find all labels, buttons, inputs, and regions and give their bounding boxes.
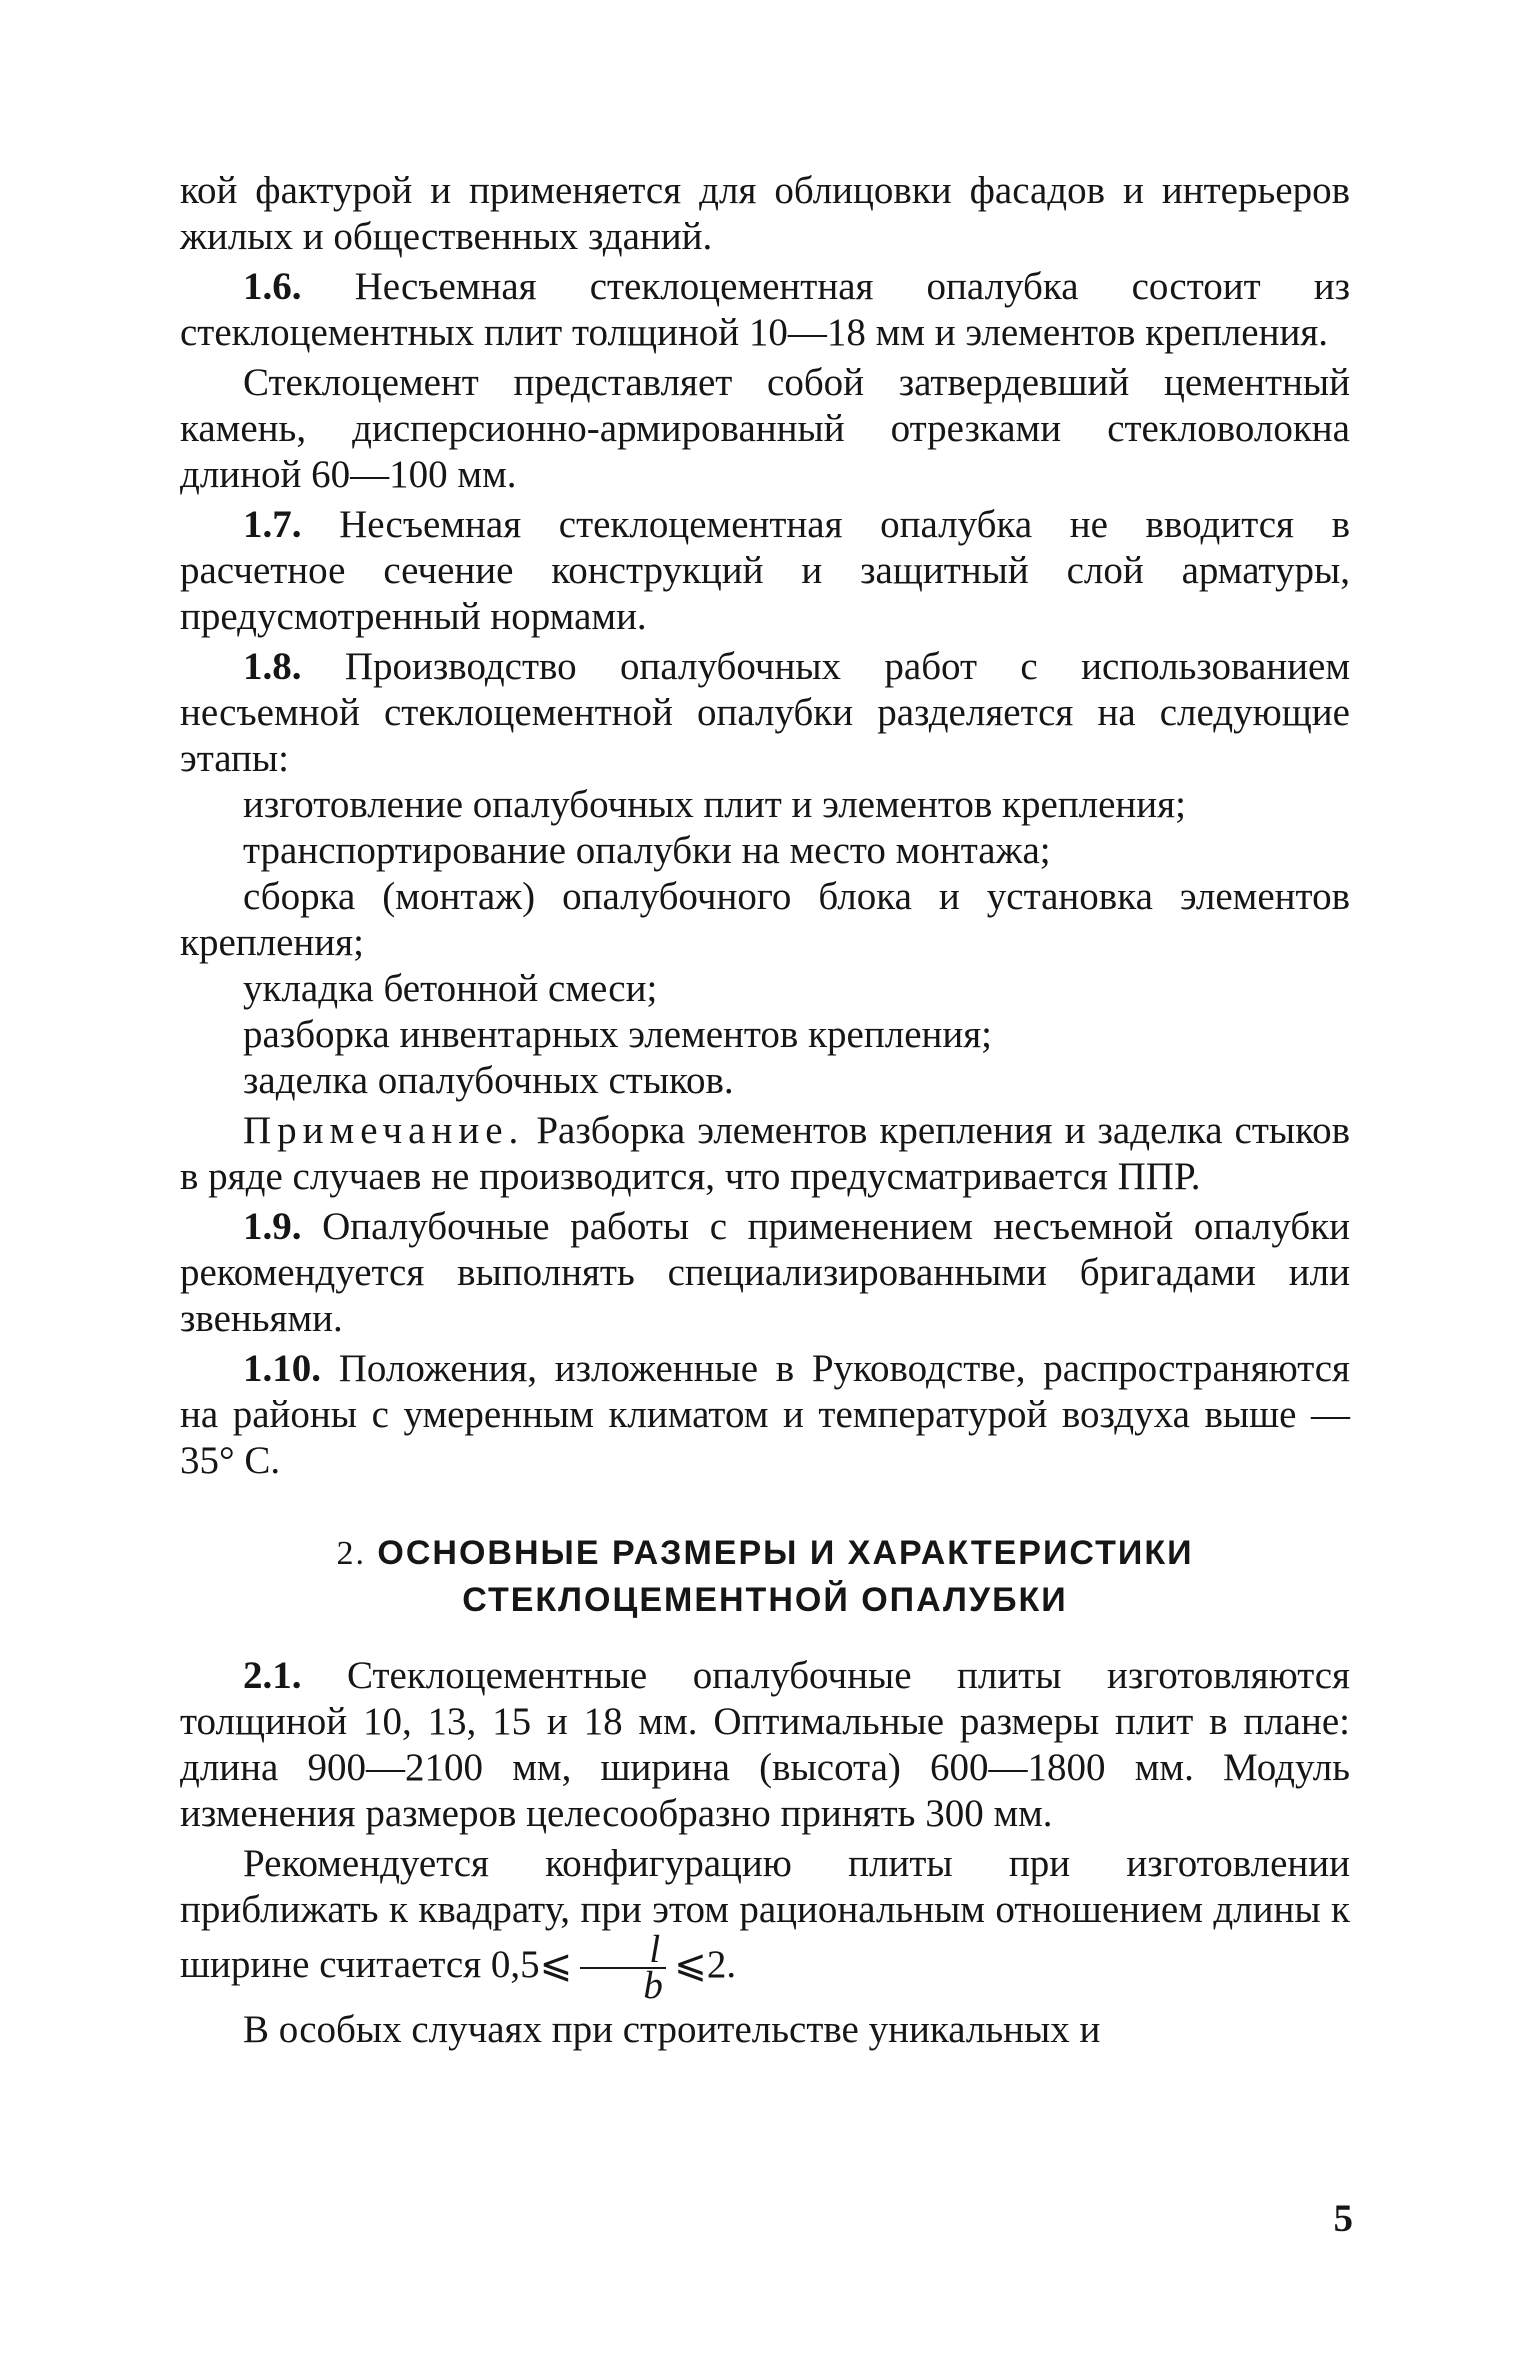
stages-list [180, 782, 1350, 1104]
clause-1-8 [180, 644, 1350, 782]
heading-line-1 [180, 1530, 1350, 1577]
list-item: разборка инвентарных элементов крепления; [243, 1013, 993, 1056]
fraction-denominator: b [643, 1964, 663, 2007]
page-number: 5 [1333, 2197, 1353, 2240]
paragraph-recommendation [180, 1841, 1350, 2007]
heading-line-2: СТЕКЛОЦЕМЕНТНОЙ ОПАЛУБКИ [462, 1581, 1068, 1619]
fraction-numerator: l [580, 1933, 666, 1969]
clause-text: Стеклоцементные опалубочные плиты изготовляются толщиной 10, 13, 15 и 18 мм. Оптимальные размеры плит в плане: длина 900—2100 мм, ширина (высота) 600—1800 мм. Модуль изменения размеров целесообразно принять 300 мм. [180, 1654, 1350, 1835]
list-item: укладка бетонной смеси; [243, 967, 658, 1010]
clause-1-7 [180, 502, 1350, 640]
paragraph-glass-cement: Стеклоцемент представляет собой затвердевший цементный камень, дисперсионно-армированный отрезками стекловолокна длиной 60—100 мм. [180, 361, 1350, 496]
paragraph-last: В особых случаях при строительстве уникальных и [243, 2008, 1101, 2051]
note-text: Разборка элементов крепления и заделка стыков в ряде случаев не производится, что предусматривается ППР. [180, 1109, 1350, 1198]
note [180, 1108, 1350, 1200]
clause-number: 1.9. [243, 1205, 302, 1248]
section-number: 2. [336, 1535, 366, 1572]
clause-text: Опалубочные работы с применением несъемной опалубки рекомендуется выполнять специализированными бригадами или звеньями. [180, 1205, 1350, 1340]
note-label: Примечание. [243, 1109, 525, 1152]
clause-number: 1.8. [243, 645, 302, 688]
list-item: транспортирование опалубки на место монтажа; [243, 829, 1051, 872]
list-item: сборка (монтаж) опалубочного блока и установка элементов крепления; [180, 875, 1350, 964]
clause-text: Положения, изложенные в Руководстве, распространяются на районы с умеренным климатом и температурой воздуха выше —35° С. [180, 1347, 1350, 1482]
page-content [180, 168, 1350, 2053]
clause-number: 1.6. [243, 265, 302, 308]
clause-1-10 [180, 1346, 1350, 1484]
clause-2-1 [180, 1653, 1350, 1837]
clause-1-9 [180, 1204, 1350, 1342]
ratio-fraction [580, 1928, 666, 2007]
clause-number: 1.10. [243, 1347, 321, 1390]
clause-text: Производство опалубочных работ с использованием несъемной стеклоцементной опалубки разделяется на следующие этапы: [180, 645, 1350, 780]
clause-text: Несъемная стеклоцементная опалубка состоит из стеклоцементных плит толщиной 10—18 мм и элементов крепления. [180, 265, 1350, 354]
recommendation-text: Рекомендуется конфигурацию плиты при изготовлении приближать к квадрату, при этом рациональным отношением длины к ширине считается [180, 1842, 1350, 1986]
clause-1-6 [180, 264, 1350, 356]
heading-text-1: ОСНОВНЫЕ РАЗМЕРЫ И ХАРАКТЕРИСТИКИ [377, 1534, 1194, 1572]
ratio-upper: ⩽2. [674, 1942, 737, 1986]
clause-number: 2.1. [243, 1654, 302, 1697]
section-heading [180, 1530, 1350, 1623]
clause-text: Несъемная стеклоцементная опалубка не вводится в расчетное сечение конструкций и защитный слой арматуры, предусмотренный нормами. [180, 503, 1350, 638]
ratio-lower: 0,5⩽ [490, 1942, 573, 1986]
list-item: заделка опалубочных стыков. [243, 1059, 734, 1102]
paragraph-intro: кой фактурой и применяется для облицовки фасадов и интерьеров жилых и общественных зданий. [180, 169, 1350, 258]
list-item: изготовление опалубочных плит и элементов крепления; [243, 783, 1186, 826]
clause-number: 1.7. [243, 503, 302, 546]
